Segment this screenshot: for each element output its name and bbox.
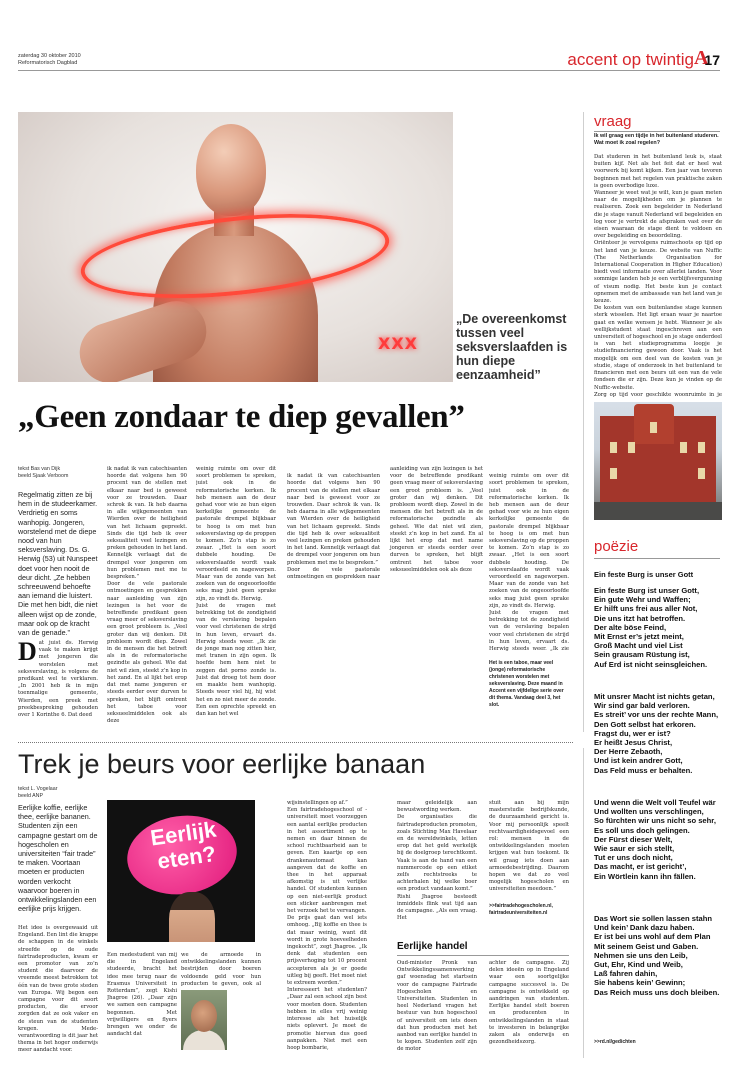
poem-line: Der alte böse Feind,	[594, 622, 667, 632]
poem-line: Ein feste Burg ist unser Gott,	[594, 586, 700, 595]
poem-stanza-2	[594, 692, 724, 775]
poem-line: Tut er uns doch nicht,	[594, 853, 673, 863]
poem-line: Auf Erd ist nicht seinsgleichen.	[594, 659, 708, 669]
edition-date: zaterdag 30 oktober 2010	[18, 53, 81, 59]
portrait-face	[191, 1000, 217, 1032]
poezie-rule	[594, 558, 720, 559]
byline-photo: beeld ANP	[18, 793, 44, 799]
poem-line: Gut, Ehr, Kind und Weib,	[594, 959, 683, 969]
column-separator	[583, 748, 584, 1058]
article-column-1	[18, 640, 98, 732]
photo-neon-ring	[77, 201, 393, 311]
article2-portrait	[181, 990, 227, 1050]
poem-line: Und ist kein andrer Gott,	[594, 756, 683, 766]
article2-intro: Eerlijke koffie, eerlijke thee, eerlijke bananen. Studenten zijn een campagne gestart om de hogescholen en universiteiten “fair trade” te maken. Voortaan moeten er producten worden verkocht waarvoor boeren in ontwikkelingslanden een eerlijke prijs krijgen.	[18, 803, 98, 914]
poem-line: Mit seinem Geist und Gaben.	[594, 941, 699, 951]
poem-line: Es soll uns doch gelingen.	[594, 825, 690, 835]
window	[628, 442, 635, 453]
poem-stanza-4	[594, 914, 724, 997]
poem-line: Das Feld muss er behalten.	[594, 765, 693, 775]
poem-line: Laß fahren dahin,	[594, 969, 658, 979]
poem-line: Das macht, er ist gericht’,	[594, 862, 687, 872]
article2-column-3: we de armoede in ontwikkelingslanden kunnen bestrijden door boeren voldoende geld voor hun producten te geven, ook al	[181, 952, 261, 987]
poem-line: Nehmen sie uns den Leib,	[594, 950, 688, 960]
photo-xxx-sign: XXX	[378, 334, 419, 353]
infobox-column-1: Oud-minister Pronk van Ontwikkelingssamenwerking gaf woensdag het startsein voor de campagne Fairtrade Hogescholen en Universiteiten. Studenten in heel Nederland vragen het bestuur van hun hogeschool of universiteit om iets doen dat hun producten met het aanbod van eerlijke handel in te kopen. Studenten zelf zijn de motor	[397, 960, 477, 1053]
series-note: Het is een taboe, maar veel (jonge) reformatorische christenen worstelen met seksverslaving. Deze maand in Accent een vijfdelige serie over dit thema. Vandaag deel 3, het slot.	[489, 660, 564, 708]
byline-author: tekst Bas van Dijk	[18, 466, 61, 472]
poem-line: Er hilft uns frei aus aller Not,	[594, 604, 698, 614]
article2-column-4: wijsinstellingen op af.” Een fairtradehogeschool of -universiteit moet voorzeggen een aantal eerlijke producten in het assortiment op te nemen en daar binnen de school ruchtbaarheid aan te geven. Een kaartje op een drankenautomaat kan aangeven dat de koffie en thee in het apparaat afkomstig is uit verlijke handel. Of studenten kunnen op een niet-eerlijk product een sticker aanbrengen met het verzoek het te vervangen. De prijs gaat dan wel iets omhoog. „Bij koffie en thee is dat maar weinig, want dit wordt in grote hoeveelheden ingekocht”, zegt Jhagroe. „Ik denk dat studenten een prijsverhoging tot 10 procent accepteren als je er goede uitleg bij geeft. Het moet niet te extreem worden.” Interesseert het studenten? „Daar zal een school zijn best voor moeten doen. Studenten hebben in elles vrij weinig interesse als het huiselijk niets oplevert. Je moet de promotie hiervan dus goed aanpakken. Niet met een hoop bombarie,	[287, 800, 367, 1051]
poem-line: Er heißt Jesus Christ,	[594, 737, 673, 747]
column-text: at juist ds. Herwig vaak te maken krijgt met jongeren die worstelen met seksverslaving, is volgens de predikant wel te verklaren. „In 2001 heb ik in mijn toenmalige gemeente, Wierden, een preek met preekbespreking gehouden over 1 Korinthe 6. Dat deed	[18, 640, 98, 719]
newspaper-name: Reformatorisch Dagblad	[18, 60, 78, 66]
section-title: accent op twintig	[567, 50, 694, 69]
window	[610, 468, 617, 479]
article2-column-2: Een medestudent van mij die in Engeland studeerde, bracht het idee mee terug naar de Erasmus Universiteit in Rotterdam”, zegt Kishi Jhagroe (26). „Daar zijn we samen een campagne begonnen. Met vrijwilligers en flyers brengen we onder de aandacht dat	[107, 952, 177, 1038]
poem-line: Sie habens kein’ Gewinn;	[594, 978, 686, 988]
pull-quote: „De overeenkomst tussen veel seksverslaafden is hun diepe eenzaamheid”	[456, 312, 568, 382]
poem-stanza-3	[594, 798, 724, 881]
poem-line: Und wollten uns verschlingen,	[594, 807, 704, 817]
poem-line: Ein Wörtlein kann ihn fällen.	[594, 871, 696, 881]
photo-person	[169, 892, 215, 942]
window	[680, 442, 687, 453]
poem-line: Der Herre Zebaoth,	[594, 747, 663, 757]
byline-photo: beeld Sjaak Verboom	[18, 473, 69, 479]
article2-column-6: stuit aan bij mijn masterstudie bedrijfskunde, de duurzaamheid gericht is. Voor mij persoonlijk speelt rechtvaardigheidsgevoel een rol: mensen in de ontwikkelingslanden moeten krijgen wat hun toekomt. Ik wil graag iets doen aan armoedebestrijding. Daarom hopen we dat zo veel mogelijk hogescholen en universiteiten meedoen.”	[489, 800, 569, 893]
article-column-2: ik nadat ik van catechisanten hoorde dat volgens hen 90 procent van de stellen met elkaar naar bed is geweest voor ze trouwden. Daar schrok ik van. Ik heb daarna in alle wijkgemeenten van Wierden over de heiligheid van het lichaam gepreekt. Sinds die tijd heb ik over seksualiteit veel lezingen en preken gehouden in het land. Kennelijk verlaagt dat de drempel voor jongeren om hun problemen met me te bespreken.” Door de vele pastorale ontmoetingen en gesprekken naar aanleiding van zijn lezingen is het voor de betreffende predikant geen vraag meer of seksverslaving een groot probleem is. „Veel groter dan wij denken. Dit probleem wordt diep. Zowel in de mensen die het betreft als in de reformatorische gezindte als geheel. Wie dat niet wil zien, steekt z’n kop in het zand. En al lijkt het erop dat met name jongeren er steeds eerder over durven te spreken, het blijft omtrent het taboe voor seksueelmiddelen ook als deze	[107, 466, 187, 725]
photo-badge-text: Eerlijk eten?	[148, 816, 218, 874]
article2-links: >>fairtradehogescholen.nl, fairtradeuniversiteiten.nl	[489, 903, 553, 916]
window	[610, 442, 617, 453]
vraag-answer: Dat studeren in het buitenland leuk is, staat buiten kijf. Net als het feit dat er heel wat voorwerk bij komt kijken. Een jaar van tevoren beginnen met het regelen van praktische zaken is geen overbodige luxe. Wanneer je weet wat je wilt, kun je gaan meten naar de mogelijkheden om je plannen te realiseren. Zoek een begeleider in Nederland die je stage vanuit Nederland wil begeleiden en log voor je vertrekt de afspraken vast over de eisen waaraan de stage dient te voldoen en over begeleiding en beoordeling. Oriënteer je vervolgens ruimschoots op tijd op het land van je keuze. De website van Nuffic (The Netherlands Organisation for International Cooperation in Higher Education) biedt veel informatie over allerlei landen. Voor sommige landen heb je een verblijfsvergunning of visum nodig. Het beste kun je contact opnemen met de ambassade van het land van je keuze. De kosten van een buitenlandse stage kunnen sterk wisselen. Het ligt eraan waar je naartoe gaat en welke wensen je hebt. Wanneer je als wellijkstudent staat ingeschreven aan een universiteit of hogeschool en je stage onderdeel is van het studieprogramma loopje je studiefinanciering gewoon door. Vaak is het mogelijk om een deel van de kosten van je studie, stage of onderzoek in het buitenland te financieren met een beurs uit een van de vele fondsen die er zijn. Deze kun je vinden op de Nuffic-website. Zorg op tijd voor geschikte woonruimte in je	[594, 154, 722, 398]
article2-headline: Trek je beurs voor eerlijke banaan	[18, 749, 426, 779]
university-building-photo	[594, 402, 722, 520]
section-divider	[18, 742, 573, 743]
poem-line: So fürchten wir uns nicht so sehr,	[594, 816, 716, 826]
drop-cap: D	[18, 640, 37, 666]
poem-line: Mit unsrer Macht ist nichts getan,	[594, 692, 715, 701]
window	[650, 422, 657, 433]
poem-line: Wie saur er sich stellt,	[594, 843, 675, 853]
window	[698, 468, 705, 479]
poem-line: Wir sind gar bald verloren.	[594, 701, 690, 711]
article-intro: Regelmatig zitten ze bij hem in de studeerkamer. Verdrietig en soms wanhopig. Jongeren, worstelend met de diepe nood van hun seksverslaving. Ds. G. Herwig (53) uit Nunspeet doet voor hen nooit de deur dicht. „Ze hebben schreeuwend behoefte aan iemand die luistert. Die met hen bidt, die niet alleen wijst op de zonde, maar ook op de kracht van de genade.”	[18, 490, 98, 638]
portrait-body	[183, 1030, 225, 1050]
poem-line: Und kein’ Dank dazu haben.	[594, 923, 695, 933]
article2-column-5: maar geleidelijk aan bewustwording werken. De organisaties die fairtradeproducten promoten, zoals Stichting Max Havelaar en de wereldwinkels, letten erop dat het geld werkelijk bij de doelgroep terechtkomt. Vaak is aan de hand van een nummercode op een etiket zelfs rechtstreeks te achterhalen bij welke boer een product vandaan komt.” Rishi Jhagroe besteedt inmiddels flink wat tijd aan de campagne. „Als een vraag. Het	[397, 800, 477, 922]
column-separator	[583, 112, 584, 732]
street	[594, 502, 722, 520]
poem-line: Das Wort sie sollen lassen stahn	[594, 914, 713, 923]
article-column-3: weinig ruimte om over dit soort problemen te spreken, juist ook in de reformatorische kerken. Ik heb mensen aan de deur gehad voor wie ze hun eigen kerkelijke gemeente de pastorale drempel blijkbaar te hoog is om met hun seksverslaving op de proppen te komen. Zo’n stap is zo zwaar. „Het is een soort dubbele houding. De seksverslaafde wordt vaak veroordeeld en nageworpen. Maar van de zonde van het zoeken van de ongeoorloofde seks mag juist geen sprake zijn, zo vindt ds. Herwig. Juist de vragen met betrekking tot de zondigheid van de verslaving bepalen voor veel christenen de strijd in hun leven, ervaart ds. Herwig steeds weer. „Ik zie de jonge man nog zitten hier, met tranen in zijn ogen. Ik hoefde hem hem niet te zeggen dat porno zonde is. Juist dat droeg tot hem door en maakte hem wanhopig. Steeds weer viel hij, hij wist het en zo niet meer de zonde. Een een oprechte spreekt en dan kan het wel	[196, 466, 276, 717]
poem-title: Ein feste Burg is unser Gott	[594, 570, 694, 579]
article-photo-mannequin	[18, 112, 453, 382]
poem-line: Es streit’ vor uns der rechte Mann,	[594, 710, 719, 720]
poem-line: Die uns itzt hat betroffen.	[594, 613, 686, 623]
article2-column-1: Het idee is overgewaaid uit Engeland. Een lint die krappe de schappen in de winkels streefde op de oude fairtradeproducten, kwam er een promotor van zo’n student die daarvoor de vreemde meest betrokken tot één van de twee grote steden van Europa. Wij begon een campagne voor dit soort producten, die ervoor zorgden dat ze ook vaker en de steun van de studenten kregen. Mede-verantwoording is dit jaar het thema in het hoger onderwijs meer aandacht voor.	[18, 925, 98, 1054]
poem-link[interactable]: >>rd.nl/gedichten	[594, 1039, 636, 1045]
poezie-heading: poëzie	[594, 538, 639, 555]
poem-line: Und wenn die Welt voll Teufel wär	[594, 798, 716, 807]
poem-line: Ein gute Wehr und Waffen;	[594, 595, 691, 605]
infobox-rule	[397, 955, 569, 956]
photo-head	[196, 124, 266, 216]
column-text: weinig ruimte om over dit soort problemen te spreken, juist ook in de reformatorische kerken. Ik heb mensen aan de deur gehad voor wie ze hun eigen kerkelijke gemeente de pastorale drempel blijkbaar te hoog is om met hun seksverslaving op de proppen te komen. Zo’n stap is zo zwaar. „Het is een soort dubbele houding. De seksverslaafde wordt vaak veroordeeld en nageworpen. Maar van de zonde van het zoeken van de ongeoorloofde seks mag juist geen sprake zijn, zo vindt ds. Herwig. Juist de vragen met betrekking tot de zondigheid van de verslaving bepalen voor veel christenen de strijd in hun leven, ervaart ds. Herwig steeds weer. „Ik zie	[489, 473, 569, 652]
infobox-column-2: achter de campagne. Zij delen ideeën op in Engeland waar een soortgelijke campagne succesvol is. De campagne is ontwikkeld op aandringen van studenten. Eerlijke handel stelt boeren en producenten in ontwikkelingslanden in staat te investeren in belangrijke zaken als onderwijs en gezondheidszorg.	[489, 960, 569, 1046]
infobox-title: Eerlijke handel	[397, 941, 468, 952]
poem-line: Fragst du, wer er ist?	[594, 728, 671, 738]
poem-line: Den Gott selbst hat erkoren.	[594, 719, 696, 729]
page-number: 17	[704, 52, 720, 68]
vraag-heading: vraag	[594, 113, 632, 130]
article-column-4	[287, 466, 483, 734]
column-text: ik nadat ik van catechisanten hoorde dat volgens hen 90 procent van de stellen met elkaar naar bed is geweest voor ze trouwden. Daar schrok ik van. Ik heb daarna in alle wijkgemeenten van Wierden over de heiligheid van het lichaam gepreekt. Sinds die tijd heb ik over seksualiteit veel lezingen en preken gehouden in het land. Kennelijk verlaagt dat de drempel voor jongeren om hun problemen met me te bespreken.” Door de vele pastorale ontmoetingen en gesprekken naar aanleiding van zijn lezingen is het voor de betreffende predikant geen vraag meer of seksverslaving een groot probleem is. „Veel groter dan wij denken. Dit probleem wordt diep. Zowel in de mensen die het betreft als in de reformatorische gezindte als geheel. Wie dat niet wil zien, steekt z’n kop in het zand. En al lijkt het erop dat met name jongeren er steeds eerder over durven te spreken, het blijft omtrent het taboe voor seksueelmiddelen ook als deze	[287, 466, 483, 581]
byline-author: tekst L. Vogelaar	[18, 786, 58, 792]
vraag-question: Ik wil graag een tijdje in het buitenland studeren. Wat moet ik zoal regelen?	[594, 133, 719, 146]
poem-line: Er ist bei uns wohl auf dem Plan	[594, 932, 711, 942]
window	[698, 442, 705, 453]
article2-photo-eerlijk-eten	[107, 800, 255, 942]
article2-byline	[18, 786, 98, 800]
poem-line: Sein grausam Rüstung ist,	[594, 650, 690, 660]
article-column-6	[489, 466, 569, 652]
header-meta	[18, 53, 81, 67]
article-byline	[18, 466, 98, 480]
poem-line: Groß Macht und viel List	[594, 641, 683, 651]
section-logo: A	[694, 47, 709, 69]
poem-stanza-1	[594, 586, 724, 669]
poem-line: Mit Ernst er’s jetzt meint,	[594, 631, 684, 641]
poem-line: Das Reich muss uns doch bleiben.	[594, 987, 720, 997]
article-headline: „Geen zondaar te diep gevallen”	[18, 399, 465, 435]
header-rule	[18, 70, 720, 71]
poem-line: Der Fürst dieser Welt,	[594, 834, 673, 844]
vraag-rule	[594, 131, 720, 132]
